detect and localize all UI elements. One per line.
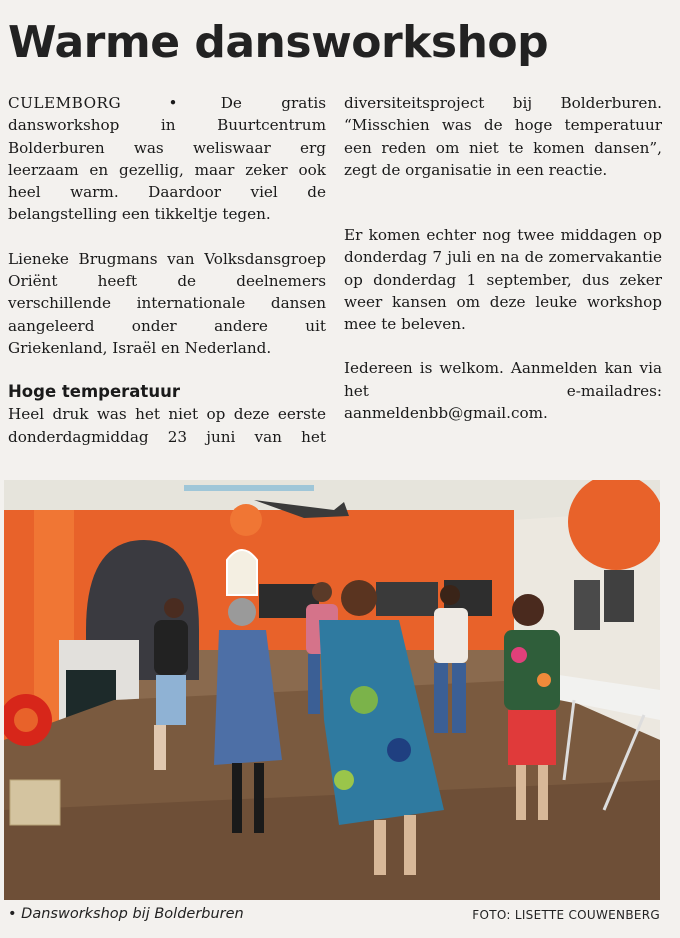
paragraph-signup: Iedereen is welkom. Aanmelden kan via het e-mailadres: aanmeldenbb@gmail.com. bbox=[344, 359, 662, 423]
intro-text: De gratis dansworkshop in Buurtcentrum Bolderburen was weliswaar erg leerzaam en gezellig, maar zeker ook heel warm. Daardoor viel de belangstelling een tikkeltje tegen. bbox=[8, 94, 327, 224]
column-right bbox=[344, 92, 662, 446]
paragraph-attendance-continued: diversiteitsproject bij Bolderburen. “Misschien was de hoge temperatuur een reden om niet te komen dansen”, zegt de organisatie in een reactie. bbox=[344, 94, 662, 179]
dateline-bullet: • bbox=[168, 94, 178, 112]
photo-caption: • Dansworkshop bij Bolderburen bbox=[8, 906, 244, 922]
subheading: Hoge temperatuur bbox=[8, 382, 180, 402]
dateline: CULEMBORG bbox=[8, 94, 122, 112]
dance-scene-illustration bbox=[4, 480, 660, 900]
paragraph-upcoming: Er komen echter nog twee middagen op donderdag 7 juli en na de zomervakantie op donderdag 1 september, dus zeker weer kansen om deze leuke workshop mee te beleven. bbox=[344, 226, 662, 334]
article-photo bbox=[4, 480, 660, 900]
column-left bbox=[8, 92, 326, 447]
paragraph-attendance: Heel druk was het niet op deze eerste donderdagmiddag 23 juni van het bbox=[8, 405, 326, 446]
paragraph-intro bbox=[8, 92, 326, 226]
paragraph-instructor: Lieneke Brugmans van Volksdansgroep Oriënt heeft de deelnemers verschillende internationale dansen aangeleerd onder andere uit Griekenland, Israël en Nederland. bbox=[8, 249, 326, 357]
photo-credit: FOTO: LISETTE COUWENBERG bbox=[472, 908, 660, 922]
headline: Warme dansworkshop bbox=[8, 17, 549, 68]
